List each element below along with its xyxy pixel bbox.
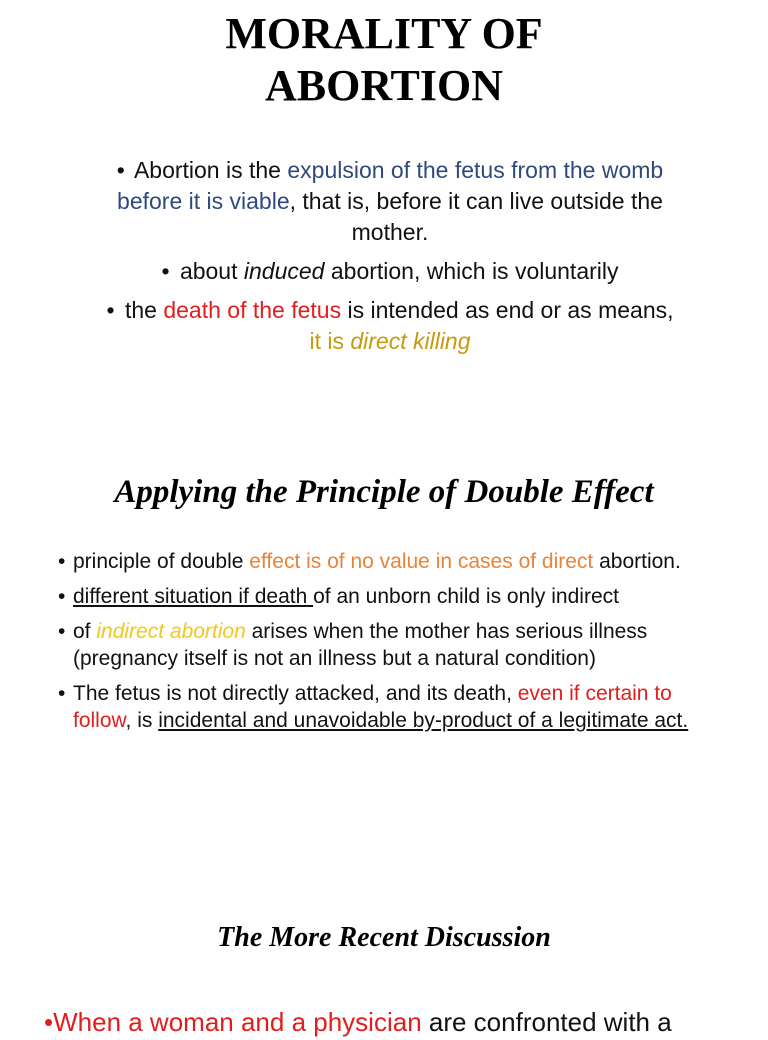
bullet-text: of [73,620,97,643]
title-line-2: ABORTION [264,61,504,110]
intro-bullet-definition [100,155,680,248]
double-effect-bullet-list [58,548,718,742]
bullet-marker: • [58,682,66,705]
highlight-gold-italic-text: direct killing [350,328,471,354]
double-effect-bullet-principle [58,548,718,575]
bullet-text: , that is, before it can live outside the mother. [289,188,663,245]
double-effect-bullet-situation [58,583,718,610]
intro-bullet-list [100,155,680,365]
bullet-marker: • [44,1007,54,1037]
bullet-text: Abortion is the [133,157,288,183]
highlight-red-text: When a woman and a physician [53,1007,422,1037]
recent-bullet-confronted [44,1004,744,1040]
highlight-blue-text: expulsion of the fetus from the womb before it is viable [117,157,664,214]
bullet-text: abortion, which is voluntarily [324,258,619,284]
intro-bullet-induced [100,256,680,287]
intro-bullet-death [100,295,680,357]
highlight-red-text: even if certain to follow [73,682,672,732]
italic-text: induced [243,258,325,284]
bullet-text: principle of double [73,550,250,573]
slide-title [0,8,768,112]
bullet-text: the [124,297,164,323]
double-effect-bullet-indirect [58,618,718,672]
bullet-marker: • [58,585,66,608]
double-effect-bullet-fetus [58,680,718,734]
bullet-text: The fetus is not directly attacked, and its death, [73,682,518,705]
double-effect-heading: Applying the Principle of Double Effect [114,474,654,510]
bullet-text: are confronted with a [421,1007,672,1037]
highlight-yellow-italic-text: indirect abortion [96,620,246,643]
recent-bullet-list [44,1004,744,1040]
bullet-text: arises when the mother has serious illness (pregnancy itself is not an illness but a natural condition) [73,620,648,670]
bullet-text: is intended as end or as means, [341,297,674,323]
highlight-red-text: death of the fetus [163,297,342,323]
underlined-text: different situation if death [73,585,314,608]
underlined-text: incidental and unavoidable by-product of a legitimate act. [158,709,689,732]
bullet-text: , is [125,709,159,732]
highlight-gold-text: it is [309,328,351,354]
bullet-marker: • [58,550,66,573]
bullet-marker: • [106,297,115,323]
bullet-text: of an unborn child is only indirect [313,585,619,608]
bullet-marker: • [58,620,66,643]
bullet-text: about [179,258,244,284]
bullet-marker: • [116,157,125,183]
recent-discussion-heading: The More Recent Discussion [217,922,551,953]
title-line-1: MORALITY OF [225,9,543,58]
highlight-orange-text: effect is of no value in cases of direct [249,550,594,573]
bullet-marker: • [161,258,170,284]
bullet-text: abortion. [593,550,681,573]
